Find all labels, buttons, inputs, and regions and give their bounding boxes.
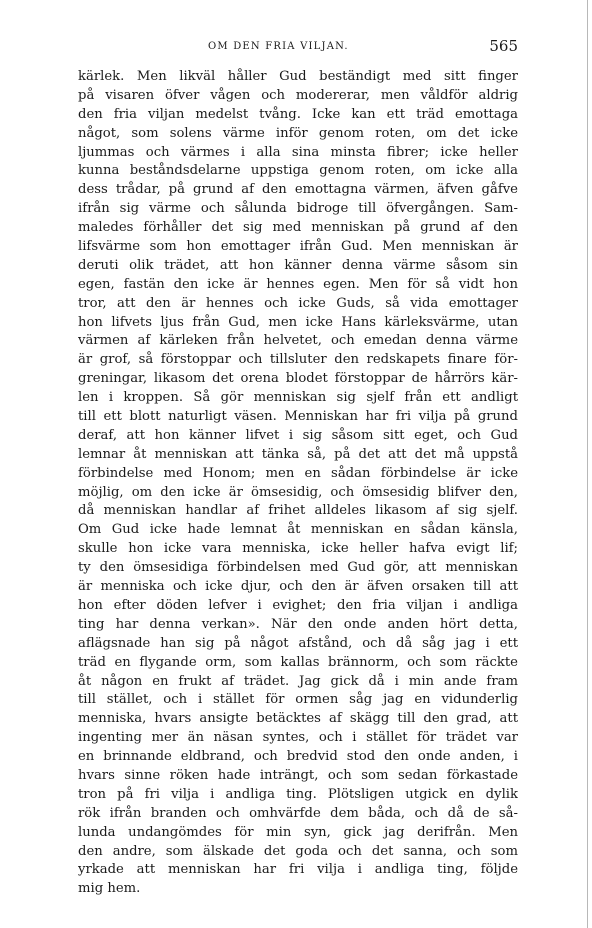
- page-edge-line: [587, 0, 588, 928]
- text-line: dess trådar, på grund af den emottagna värmen, äfven gåfve: [78, 182, 518, 198]
- text-line: den fria viljan medelst tvång. Icke kan ett träd emottaga: [78, 106, 518, 122]
- text-line: aflägsnade han sig på något afstånd, och då såg jag i ett: [78, 635, 518, 651]
- text-line: deraf, att hon känner lifvet i sig såsom sitt eget, och Gud: [78, 427, 518, 443]
- text-line: förbindelse med Honom; men en sådan förbindelse är icke: [78, 465, 518, 481]
- text-line: tror, att den är hennes och icke Guds, så vida emottager: [78, 295, 518, 311]
- text-line: träd en flygande orm, som kallas brännorm, och som räckte: [78, 654, 518, 670]
- text-line: ting har denna verkan». När den onde anden hört detta,: [78, 616, 518, 632]
- text-line: den andre, som älskade det goda och det sanna, och som: [78, 843, 518, 859]
- text-line: ty den ömsesidiga förbindelsen med Gud gör, att menniskan: [78, 560, 518, 576]
- text-line: hon lifvets ljus från Gud, men icke Hans kärleksvärme, utan: [78, 314, 518, 330]
- text-line: åt någon en frukt af trädet. Jag gick då i min ande fram: [78, 673, 518, 689]
- text-line: len i kroppen. Så gör menniskan sig sjelf från ett andligt: [78, 390, 518, 406]
- text-line: ingenting mer än näsan syntes, och i stället för trädet var: [78, 730, 518, 746]
- text-line: till ett blott naturligt väsen. Menniskan har fri vilja på grund: [78, 409, 518, 425]
- text-line: är grof, så förstoppar och tillsluter den redskapets finare för-: [78, 352, 518, 368]
- running-title: OM DEN FRIA VILJAN.: [208, 41, 349, 52]
- text-line: Om Gud icke hade lemnat åt menniskan en sådan känsla,: [78, 522, 518, 538]
- text-line: maledes förhåller det sig med menniskan på grund af den: [78, 220, 518, 236]
- text-line: något, som solens värme inför genom roten, om det icke: [78, 125, 518, 141]
- text-line: på visaren öfver vågen och modererar, men våldför aldrig: [78, 87, 518, 103]
- text-line: greningar, likasom det orena blodet förstoppar de hårrörs kär-: [78, 371, 518, 387]
- text-line: en brinnande eldbrand, och bredvid stod den onde anden, i: [78, 749, 518, 765]
- text-line: ifrån sig värme och sålunda bidroge till öfvergången. Sam-: [78, 201, 518, 217]
- text-line: ljummas och värmes i alla sina minsta fibrer; icke heller: [78, 144, 518, 160]
- text-line: hvars sinne röken hade inträngt, och som sedan förkastade: [78, 767, 518, 783]
- text-line: är menniska och icke djur, och den är äfven orsaken till att: [78, 579, 518, 595]
- text-line: tron på fri vilja i andliga ting. Plötsligen utgick en dylik: [78, 786, 518, 802]
- text-line: menniska, hvars ansigte betäcktes af skägg till den grad, att: [78, 711, 518, 727]
- text-line: då menniskan handlar af frihet alldeles likasom af sig sjelf.: [78, 503, 518, 519]
- text-line: värmen af kärleken från helvetet, och emedan denna värme: [78, 333, 518, 349]
- running-head: [78, 37, 518, 56]
- text-line: egen, fastän den icke är hennes egen. Men för så vidt hon: [78, 276, 518, 292]
- text-line: yrkade att menniskan har fri vilja i andliga ting, följde: [78, 862, 518, 878]
- body-text: [78, 68, 518, 899]
- page-number: 565: [489, 37, 518, 55]
- text-line: möjlig, om den icke är ömsesidig, och ömsesidig blifver den,: [78, 484, 518, 500]
- text-line-last: mig hem.: [78, 881, 141, 897]
- text-line: lunda undangömdes för min syn, gick jag derifrån. Men: [78, 824, 518, 840]
- text-line: lifsvärme som hon emottager ifrån Gud. Men menniskan är: [78, 239, 518, 255]
- text-line: kärlek. Men likväl håller Gud beständigt med sitt finger: [78, 69, 518, 84]
- text-line: lemnar åt menniskan att tänka så, på det att det må uppstå: [78, 446, 518, 462]
- text-line: rök ifrån branden och omhvärfde dem båda, och då de så-: [78, 805, 518, 821]
- text-line: kunna beståndsdelarne uppstiga genom roten, om icke alla: [78, 163, 518, 179]
- text-line: till stället, och i stället för ormen såg jag en vidunderlig: [78, 692, 518, 708]
- text-line: skulle hon icke vara menniska, icke heller hafva evigt lif;: [78, 541, 518, 557]
- text-line: deruti olik trädet, att hon känner denna värme såsom sin: [78, 257, 518, 273]
- text-line: hon efter döden lefver i evighet; den fria viljan i andliga: [78, 597, 518, 613]
